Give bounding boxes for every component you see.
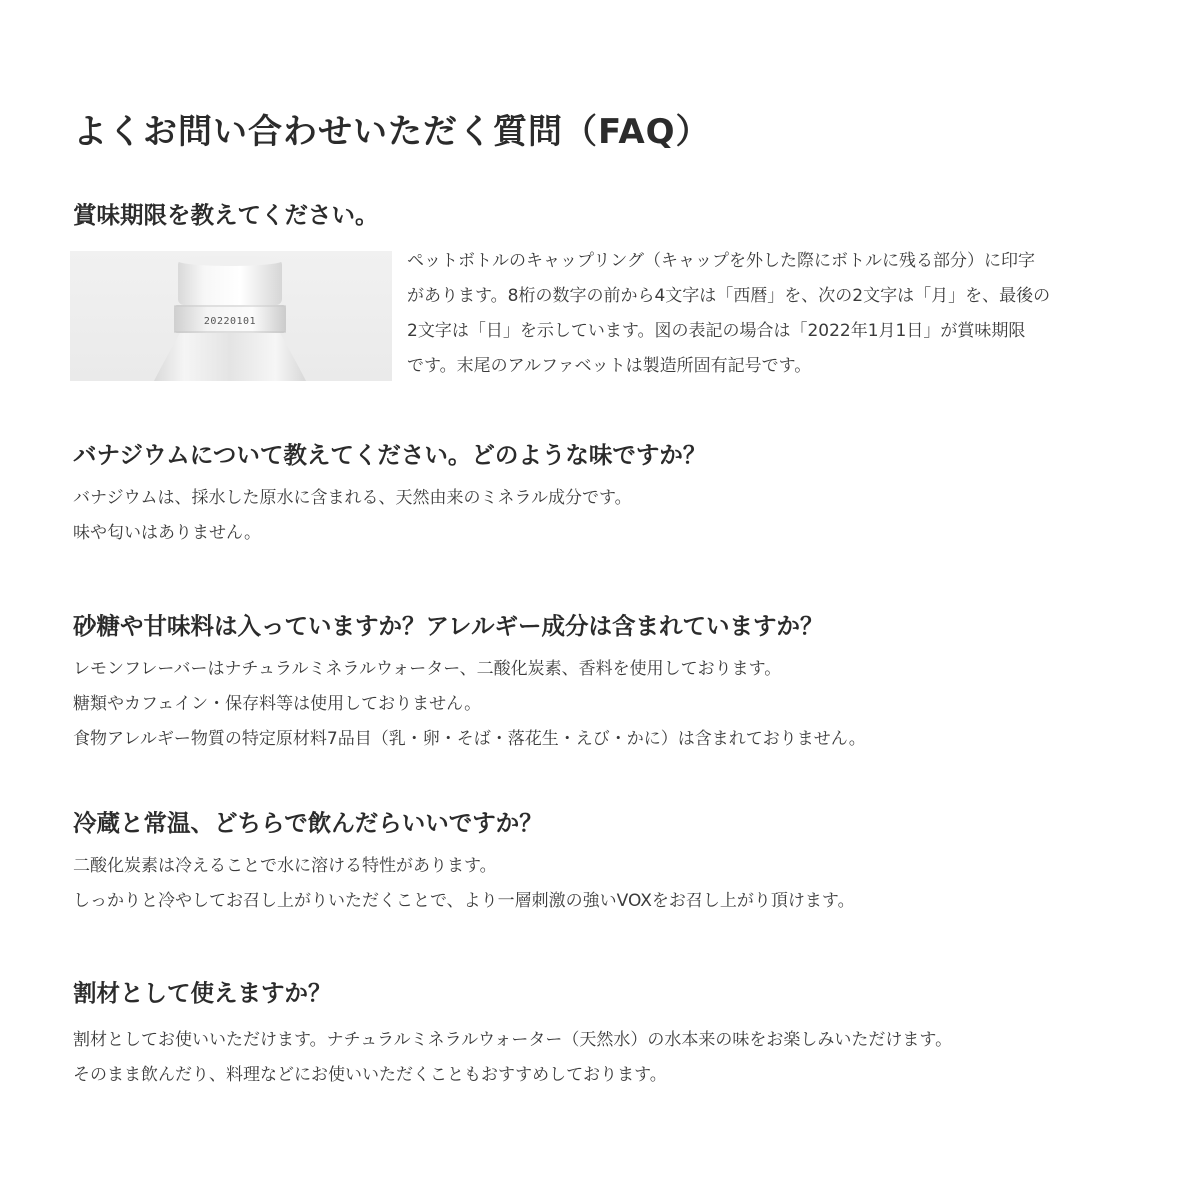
answer-line: 食物アレルギー物質の特定原材料7品目（乳・卵・そば・落花生・えび・かに）は含まれておりません。 <box>73 729 866 749</box>
faq-question-temperature: 冷蔵と常温、どちらで飲んだらいいですか？ <box>73 809 543 837</box>
faq-question-sugar-allergy: 砂糖や甘味料は入っていますか？アレルギー成分は含まれていますか？ <box>73 612 824 640</box>
answer-line: 味や匂いはありません。 <box>73 523 262 543</box>
answer-line: 割材としてお使いいただけます。ナチュラルミネラルウォーター（天然水）の水本来の味をお楽しみいただけます。 <box>73 1030 953 1050</box>
faq-question-mixer: 割材として使えますか？ <box>73 979 332 1007</box>
answer-line: 2文字は「日」を示しています。図の表記の場合は「2022年1月1日」が賞味期限 <box>407 321 1026 341</box>
faq-answer-mixer <box>73 1023 952 1093</box>
answer-line: しっかりと冷やしてお召し上がりいただくことで、より一層刺激の強いVOXをお召し上がり頂けます。 <box>73 891 855 911</box>
answer-line: そのまま飲んだり、料理などにお使いいただくこともおすすめしております。 <box>73 1065 667 1085</box>
bottle-cap-illustration <box>70 251 392 381</box>
answer-line: 二酸化炭素は冷えることで水に溶ける特性があります。 <box>73 856 497 876</box>
printed-date-code: 20220101 <box>203 316 257 327</box>
faq-question-expiry: 賞味期限を教えてください。 <box>73 201 379 229</box>
answer-line: があります。8桁の数字の前から4文字は「西暦」を、次の2文字は「月」を、最後の <box>407 286 1051 306</box>
bottle-shoulder <box>154 333 306 381</box>
page-title: よくお問い合わせいただく質問（FAQ） <box>73 112 711 152</box>
answer-line: ペットボトルのキャップリング（キャップを外した際にボトルに残る部分）に印字 <box>407 251 1035 271</box>
answer-line: レモンフレーバーはナチュラルミネラルウォーター、二酸化炭素、香料を使用しております。 <box>73 659 782 679</box>
faq-answer-expiry <box>407 244 1147 384</box>
faq-answer-vanadium <box>73 481 632 551</box>
bottle-cap-ring-photo <box>70 251 392 381</box>
faq-answer-temperature <box>73 849 855 919</box>
cap-top <box>178 256 282 266</box>
answer-line: 糖類やカフェイン・保存料等は使用しておりません。 <box>73 694 482 714</box>
answer-line: です。末尾のアルファベットは製造所固有記号です。 <box>407 356 812 376</box>
answer-line: バナジウムは、採水した原水に含まれる、天然由来のミネラル成分です。 <box>73 488 632 508</box>
faq-question-vanadium: バナジウムについて教えてください。どのような味ですか？ <box>73 441 707 469</box>
faq-answer-sugar-allergy <box>73 652 866 757</box>
